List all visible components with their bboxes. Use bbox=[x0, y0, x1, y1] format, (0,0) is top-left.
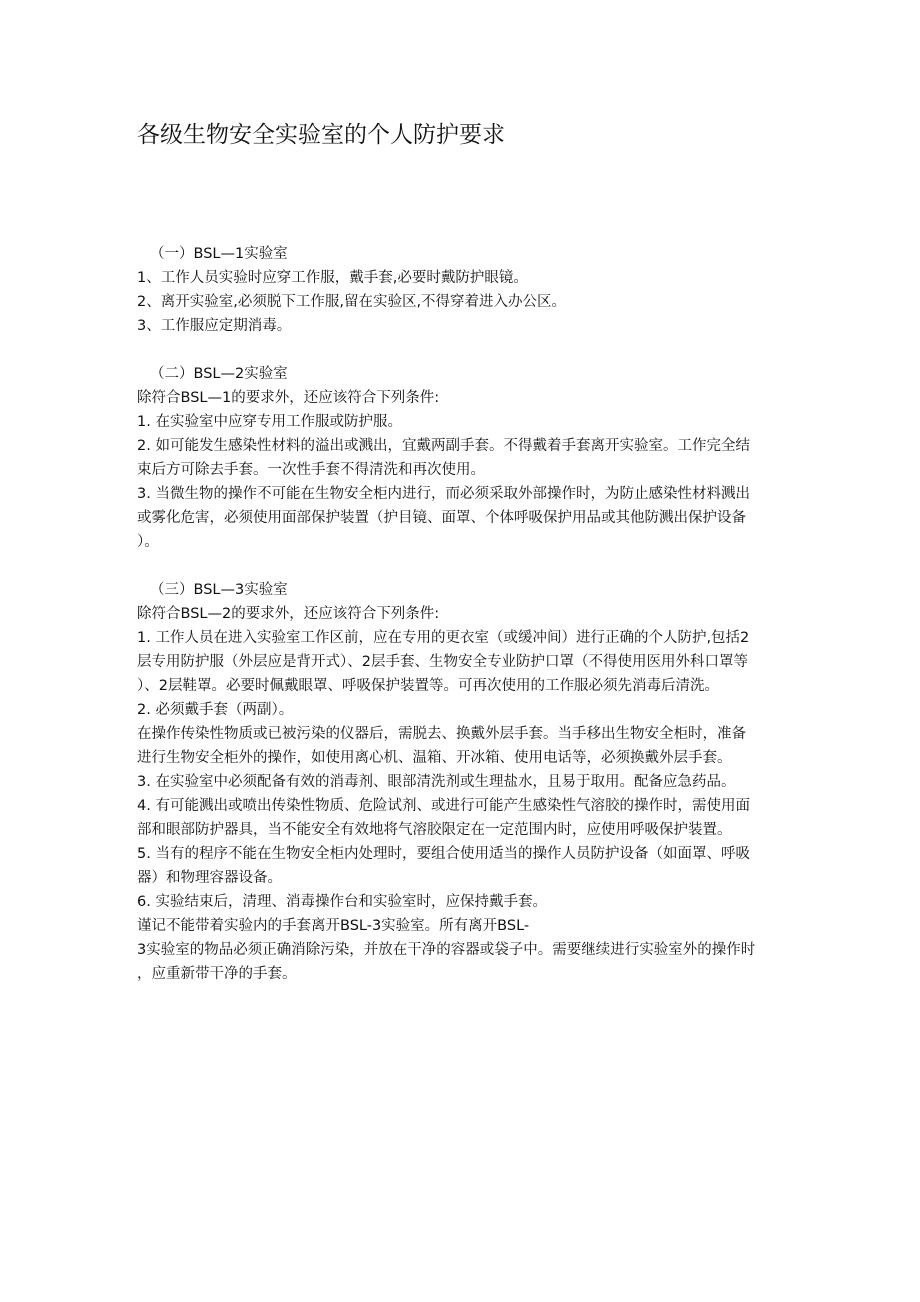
paragraph-line: 除符合BSL—1的要求外，还应该符合下列条件: bbox=[137, 390, 440, 406]
section-bsl2 bbox=[137, 362, 797, 554]
paragraph-line: 4. 有可能溅出或喷出传染性物质、危险试剂、或进行可能产生感染性气溶胶的操作时，需使用面 bbox=[137, 798, 750, 814]
paragraph-line: 3. 在实验室中必须配备有效的消毒剂、眼部清洗剂或生理盐水，且易于取用。配备应急药品。 bbox=[137, 774, 736, 790]
paragraph-line: 3. 当微生物的操作不可能在生物安全柜内进行，而必须采取外部操作时，为防止感染性材料溅出 bbox=[137, 486, 750, 502]
section-bsl3 bbox=[137, 578, 797, 986]
paragraph-line: 2、离开实验室,必须脱下工作服,留在实验区,不得穿着进入办公区。 bbox=[137, 294, 567, 310]
section-bsl1 bbox=[137, 242, 797, 338]
paragraph-line: 1. 工作人员在进入实验室工作区前，应在专用的更衣室（或缓冲间）进行正确的个人防护,包括2 bbox=[137, 630, 750, 646]
paragraph-line: 3、工作服应定期消毒。 bbox=[137, 318, 292, 334]
paragraph-line: ，应重新带干净的手套。 bbox=[137, 966, 297, 982]
paragraph-line: 器）和物理容器设备。 bbox=[137, 870, 282, 886]
paragraph-line: 谨记不能带着实验内的手套离开BSL-3实验室。所有离开BSL- bbox=[137, 918, 530, 934]
paragraph-line: 束后方可除去手套。一次性手套不得清洗和再次使用。 bbox=[137, 462, 485, 478]
section-spacer bbox=[137, 554, 797, 578]
paragraph-line: 2. 必须戴手套（两副）。 bbox=[137, 702, 294, 718]
section-heading: （三）BSL—3实验室 bbox=[150, 582, 288, 598]
paragraph-line: 3实验室的物品必须正确消除污染，并放在干净的容器或袋子中。需要继续进行实验室外的操作时 bbox=[137, 942, 756, 958]
paragraph-line: 部和眼部防护器具，当不能安全有效地将气溶胶限定在一定范围内时，应使用呼吸保护装置。 bbox=[137, 822, 732, 838]
paragraph-line: 进行生物安全柜外的操作，如使用离心机、温箱、开冰箱、使用电话等，必须换戴外层手套。 bbox=[137, 750, 732, 766]
paragraph-line: 2. 如可能发生感染性材料的溢出或溅出，宜戴两副手套。不得戴着手套离开实验室。工作完全结 bbox=[137, 438, 750, 454]
section-spacer bbox=[137, 338, 797, 362]
document-body bbox=[137, 242, 797, 986]
paragraph-line: 6. 实验结束后，清理、消毒操作台和实验室时，应保持戴手套。 bbox=[137, 894, 547, 910]
paragraph-line: 5. 当有的程序不能在生物安全柜内处理时，要组合使用适当的操作人员防护设备（如面罩、呼吸 bbox=[137, 846, 750, 862]
paragraph-line: ）。 bbox=[137, 534, 159, 550]
paragraph-line: 除符合BSL—2的要求外，还应该符合下列条件: bbox=[137, 606, 440, 622]
page-title: 各级生物安全实验室的个人防护要求 bbox=[137, 122, 505, 148]
paragraph-line: 在操作传染性物质或已被污染的仪器后，需脱去、换戴外层手套。当手移出生物安全柜时，准备 bbox=[137, 726, 746, 742]
section-heading: （一）BSL—1实验室 bbox=[150, 246, 288, 262]
paragraph-line: 层专用防护服（外层应是背开式）、2层手套、生物安全专业防护口罩（不得使用医用外科口罩等 bbox=[137, 654, 748, 670]
paragraph-line: 1. 在实验室中应穿专用工作服或防护服。 bbox=[137, 414, 402, 430]
paragraph-line: 1、工作人员实验时应穿工作服，戴手套,必要时戴防护眼镜。 bbox=[137, 270, 528, 286]
paragraph-line: 或雾化危害，必须使用面部保护装置（护目镜、面罩、个体呼吸保护用品或其他防溅出保护设备 bbox=[137, 510, 746, 526]
paragraph-line: ）、2层鞋罩。必要时佩戴眼罩、呼吸保护装置等。可再次使用的工作服必须先消毒后清洗。 bbox=[137, 678, 719, 694]
section-heading: （二）BSL—2实验室 bbox=[150, 366, 288, 382]
